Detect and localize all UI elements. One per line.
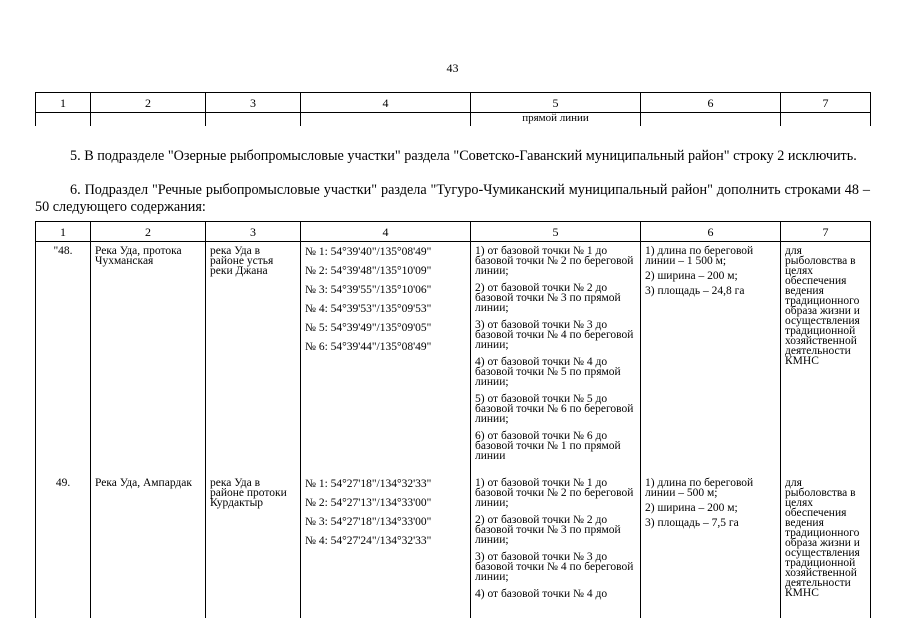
coordinate: № 1: 54°27'18"/134°32'33" bbox=[305, 478, 432, 490]
coordinate: № 2: 54°39'48"/135°10'09" bbox=[305, 265, 432, 277]
param-item: 1) длина по береговой линии – 1 500 м; bbox=[645, 245, 754, 267]
params-cell bbox=[641, 242, 781, 475]
table-row bbox=[36, 474, 871, 618]
paragraph-6: 6. Подраздел "Речные рыбопромысловые участки" раздела "Тугуро-Чумиканский муниципальный район" дополнить строками 48 – 50 следующего содержания: bbox=[35, 182, 870, 215]
main-header-cell: 6 bbox=[641, 222, 781, 242]
coordinate: № 3: 54°27'18"/134°33'00" bbox=[305, 516, 432, 528]
boundary-item: 2) от базовой точки № 2 до базовой точки № 3 по прямой линии; bbox=[475, 282, 621, 314]
row-number: 49. bbox=[36, 474, 91, 618]
main-table bbox=[35, 221, 871, 618]
coordinate: № 4: 54°39'53"/135°09'53" bbox=[305, 303, 432, 315]
boundary-item: 2) от базовой точки № 2 до базовой точки № 3 по прямой линии; bbox=[475, 514, 621, 546]
coordinate: № 2: 54°27'13"/134°33'00" bbox=[305, 497, 432, 509]
row-number: "48. bbox=[36, 242, 91, 475]
main-header-cell: 1 bbox=[36, 222, 91, 242]
coordinate: № 4: 54°27'24"/134°32'33" bbox=[305, 535, 432, 547]
main-header-cell: 4 bbox=[301, 222, 471, 242]
coordinate: № 6: 54°39'44"/135°08'49" bbox=[305, 341, 432, 353]
table-row bbox=[36, 242, 871, 475]
boundary-item: 5) от базовой точки № 5 до базовой точки № 6 по береговой линии; bbox=[475, 393, 634, 425]
boundary-item: 3) от базовой точки № 3 до базовой точки № 4 по береговой линии; bbox=[475, 551, 634, 583]
main-header-cell: 3 bbox=[206, 222, 301, 242]
boundaries-cell bbox=[471, 474, 641, 618]
param-item: 3) площадь – 7,5 га bbox=[645, 517, 739, 529]
boundary-item: 4) от базовой точки № 4 до базовой точки № 5 по прямой линии; bbox=[475, 356, 621, 388]
boundaries-cell bbox=[471, 242, 641, 475]
paragraph-5: 5. В подразделе "Озерные рыбопромысловые участки" раздела "Советско-Гаванский муниципальный район" строку 2 исключить. bbox=[70, 148, 857, 164]
purpose: для рыболовства в целях обеспечения ведения традиционного образа жизни и осуществления традиционной хозяйственной деятельности КМНС bbox=[781, 474, 871, 618]
boundary-item: 6) от базовой точки № 6 до базовой точки № 1 по прямой линии bbox=[475, 430, 621, 462]
param-item: 3) площадь – 24,8 га bbox=[645, 285, 745, 297]
top-header-cell: 7 bbox=[781, 93, 871, 113]
main-header-cell: 5 bbox=[471, 222, 641, 242]
area-name: Река Уда, протока Чухманская bbox=[91, 242, 206, 475]
coordinate: № 3: 54°39'55"/135°10'06" bbox=[305, 284, 432, 296]
boundary-item: 1) от базовой точки № 1 до базовой точки № 2 по береговой линии; bbox=[475, 245, 634, 277]
top-header-cell: 5 bbox=[471, 93, 641, 113]
main-header-cell: 2 bbox=[91, 222, 206, 242]
purpose: для рыболовства в целях обеспечения ведения традиционного образа жизни и осуществления традиционной хозяйственной деятельности КМНС bbox=[781, 242, 871, 475]
boundary-item: 3) от базовой точки № 3 до базовой точки № 4 по береговой линии; bbox=[475, 319, 634, 351]
continuation-text: прямой линии bbox=[471, 113, 641, 127]
coordinate: № 5: 54°39'49"/135°09'05" bbox=[305, 322, 432, 334]
coordinate: № 1: 54°39'40"/135°08'49" bbox=[305, 246, 432, 258]
coordinates-cell bbox=[301, 474, 471, 618]
top-header-cell: 1 bbox=[36, 93, 91, 113]
main-header-cell: 7 bbox=[781, 222, 871, 242]
top-table bbox=[35, 92, 871, 126]
top-header-cell: 6 bbox=[641, 93, 781, 113]
boundary-item: 4) от базовой точки № 4 до bbox=[475, 588, 608, 600]
area-location: река Уда в районе устья реки Джана bbox=[206, 242, 301, 475]
coordinates-cell bbox=[301, 242, 471, 475]
param-item: 1) длина по береговой линии – 500 м; bbox=[645, 477, 754, 499]
top-header-cell: 2 bbox=[91, 93, 206, 113]
top-header-cell: 4 bbox=[301, 93, 471, 113]
params-cell bbox=[641, 474, 781, 618]
param-item: 2) ширина – 200 м; bbox=[645, 270, 738, 282]
top-header-cell: 3 bbox=[206, 93, 301, 113]
boundary-item: 1) от базовой точки № 1 до базовой точки № 2 по береговой линии; bbox=[475, 477, 634, 509]
area-name: Река Уда, Ампардак bbox=[91, 474, 206, 618]
param-item: 2) ширина – 200 м; bbox=[645, 502, 738, 514]
page-number: 43 bbox=[446, 61, 459, 75]
area-location: река Уда в районе протоки Курдактыр bbox=[206, 474, 301, 618]
